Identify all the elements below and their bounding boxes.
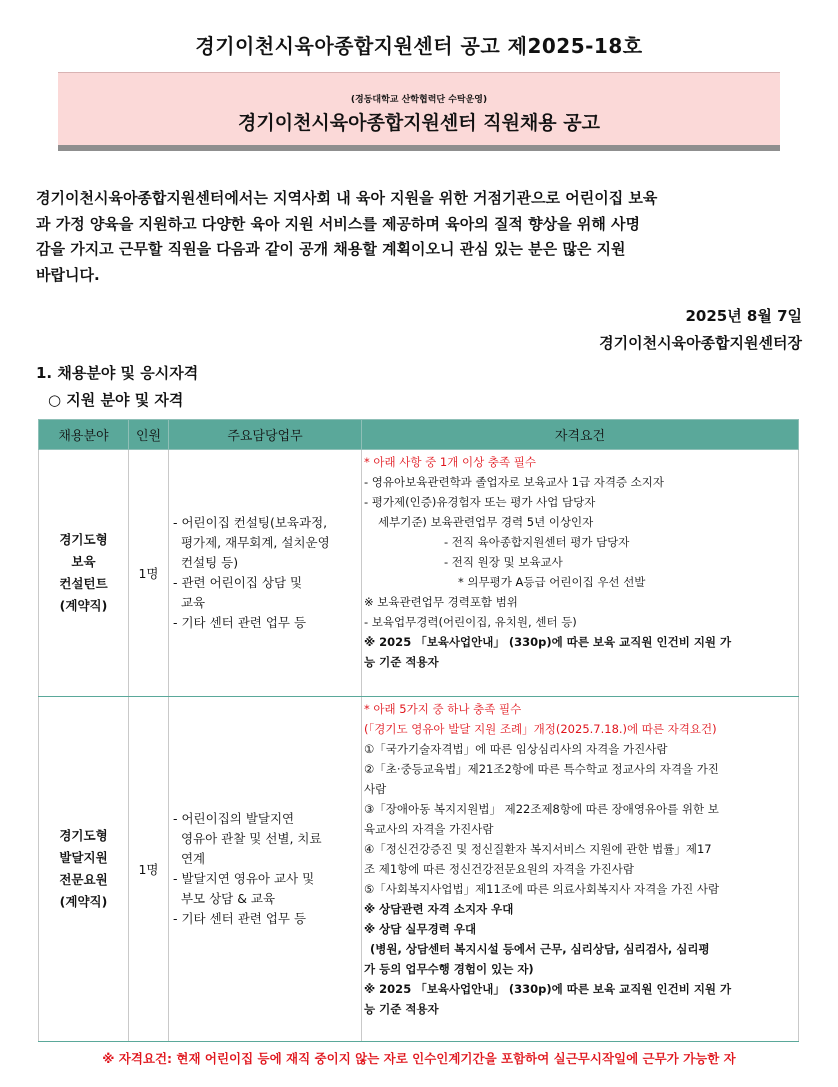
duty-line: 컨설팅 등) xyxy=(173,555,239,570)
header-requirements: 자격요건 xyxy=(362,420,799,450)
notice-number-title: 경기이천시육아종합지원센터 공고 제2025-18호 xyxy=(195,34,643,58)
eligibility-footnote: ※ 자격요건: 현재 어린이집 등에 재직 중이지 않는 자로 인수인계기간을 포함하여 실근무시작일에 근무가 가능한 자 xyxy=(102,1051,736,1066)
requirement-line: (병원, 상담센터 복지시설 등에서 근무, 심리상담, 심리검사, 심리평 xyxy=(370,942,710,956)
requirement-line: ※ 상담관련 자격 소지자 우대 xyxy=(364,902,514,916)
notice-date: 2025년 8월 7일 xyxy=(685,307,802,325)
requirement-line: * 의무평가 A등급 어린이집 우선 선발 xyxy=(458,575,646,589)
intro-line: 감을 가지고 근무할 직원을 다음과 같이 공개 채용할 계획이오니 관심 있는 분은 많은 지원 xyxy=(36,240,626,258)
duty-line: - 어린이집의 발달지연 xyxy=(173,811,295,826)
requirement-line: 육교사의 자격을 가진사람 xyxy=(364,822,494,836)
requirement-line: ※ 상담 실무경력 우대 xyxy=(364,922,477,936)
requirement-line: - 전직 원장 및 보육교사 xyxy=(444,555,563,569)
requirement-line: ※ 보육관련업무 경력포함 범위 xyxy=(364,595,518,609)
field-line: 경기도형 xyxy=(59,828,108,843)
requirement-line: ②「초·중등교육법」제21조2항에 따른 특수학교 정교사의 자격을 가진 xyxy=(364,762,719,776)
requirement-line: 사람 xyxy=(364,782,387,796)
requirement-line: - 보육업무경력(어린이집, 유치원, 센터 등) xyxy=(364,615,577,629)
requirement-line: ⑤「사회복지사업법」제11조에 따른 의료사회복지사 자격을 가진 사람 xyxy=(364,882,720,896)
field-cell xyxy=(39,697,129,1042)
banner-subtitle: (경동대학교 산학협력단 수탁운영) xyxy=(350,95,488,105)
field-line: 보육 xyxy=(71,554,96,569)
requirement-line: 능 기준 적용자 xyxy=(364,1002,439,1016)
duties-cell xyxy=(169,450,362,697)
header-count: 인원 xyxy=(129,420,169,450)
header-duties: 주요담당업무 xyxy=(169,420,362,450)
count-cell: 1명 xyxy=(129,697,169,1042)
intro-line: 과 가정 양육을 지원하고 다양한 육아 지원 서비스를 제공하며 육아의 질적 향상을 위해 사명 xyxy=(36,214,641,233)
table-header-row xyxy=(39,420,799,450)
count-cell: 1명 xyxy=(129,450,169,697)
table-row xyxy=(39,450,799,697)
duties-cell xyxy=(169,697,362,1042)
issuer-signature: 경기이천시육아종합지원센터장 xyxy=(599,334,802,352)
duty-line: - 어린이집 컨설팅(보육과정, xyxy=(173,515,328,530)
duty-line: 연계 xyxy=(173,851,206,866)
duty-line: - 발달지연 영유아 교사 및 xyxy=(173,871,315,886)
section-heading: 1. 채용분야 및 응시자격 xyxy=(36,364,199,382)
field-cell xyxy=(39,450,129,697)
duty-line: 부모 상담 & 교육 xyxy=(173,891,276,906)
requirement-line: 세부기준) 보육관련업무 경력 5년 이상인자 xyxy=(378,515,594,529)
requirement-line: ※ 2025 「보육사업안내」 (330p)에 따른 보육 교직원 인건비 지원 가 xyxy=(364,982,732,996)
requirement-line: 가 등의 업무수행 경험이 있는 자) xyxy=(364,962,534,976)
section-subheading: ○ 지원 분야 및 자격 xyxy=(48,391,184,409)
intro-line: 바랍니다. xyxy=(36,265,100,284)
field-line: 전문요원 xyxy=(59,872,108,887)
requirement-line: * 아래 5가지 중 하나 충족 필수 xyxy=(364,702,522,716)
field-line: 발달지원 xyxy=(59,850,108,865)
requirement-line: - 평가제(인증)유경험자 또는 평가 사업 담당자 xyxy=(364,495,596,509)
requirement-line: 조 제1항에 따른 정신건강전문요원의 자격을 가진사람 xyxy=(364,862,634,876)
duty-line: 영유아 관찰 및 선별, 치료 xyxy=(173,831,322,846)
requirement-line: ※ 2025 「보육사업안내」 (330p)에 따른 보육 교직원 인건비 지원 가 xyxy=(364,635,732,649)
banner-title: 경기이천시육아종합지원센터 직원채용 공고 xyxy=(238,112,600,134)
requirement-line: ④「정신건강증진 및 정신질환자 복지서비스 지원에 관한 법률」제17 xyxy=(364,842,712,856)
field-line: (계약직) xyxy=(59,598,108,613)
duty-line: - 기타 센터 관련 업무 등 xyxy=(173,911,307,926)
requirement-line: * 아래 사항 중 1개 이상 충족 필수 xyxy=(364,455,536,469)
title-banner xyxy=(58,72,780,151)
table-row xyxy=(39,697,799,1042)
intro-paragraph xyxy=(36,186,804,288)
header-field: 채용분야 xyxy=(39,420,129,450)
duty-line: 교육 xyxy=(173,595,206,610)
duty-line: 평가제, 재무회계, 설치운영 xyxy=(173,535,330,550)
requirements-cell xyxy=(362,450,799,697)
intro-line: 경기이천시육아종합지원센터에서는 지역사회 내 육아 지원을 위한 거점기관으로 어린이집 보육 xyxy=(36,189,658,207)
requirement-line: - 전직 육아종합지원센터 평가 담당자 xyxy=(444,535,630,549)
duty-line: - 관련 어린이집 상담 및 xyxy=(173,575,303,590)
duty-line: - 기타 센터 관련 업무 등 xyxy=(173,615,307,630)
requirement-line: ③「장애아동 복지지원법」 제22조제8항에 따른 장애영유아를 위한 보 xyxy=(364,802,719,816)
field-line: 컨설턴트 xyxy=(59,576,108,591)
recruitment-table xyxy=(38,419,799,1042)
field-line: 경기도형 xyxy=(59,532,108,547)
requirement-line: ①「국가기술자격법」에 따른 임상심리사의 자격을 가진사람 xyxy=(364,742,668,756)
requirement-line: (「경기도 영유아 발달 지원 조례」개정(2025.7.18.)에 따른 자격요건) xyxy=(364,722,717,736)
requirement-line: - 영유아보육관련학과 졸업자로 보육교사 1급 자격증 소지자 xyxy=(364,475,665,489)
requirements-cell xyxy=(362,697,799,1042)
field-line: (계약직) xyxy=(59,894,108,909)
requirement-line: 능 기준 적용자 xyxy=(364,655,439,669)
